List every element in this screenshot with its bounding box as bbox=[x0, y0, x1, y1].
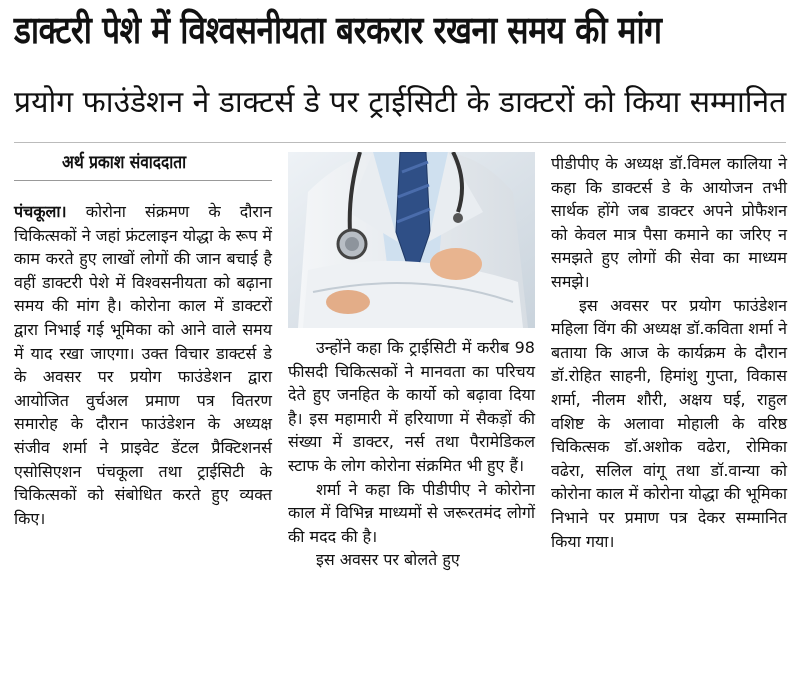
article-column-1 bbox=[14, 200, 272, 530]
article-paragraph: इस अवसर पर प्रयोग फाउंडेशन महिला विंग की अध्यक्ष डॉ.कविता शर्मा ने बताया कि आज के कार्यक्रम के दौरान डॉ.रोहित साहनी, हिमांशु गुप्ता, विकास शर्मा, नीलम शौरी, अक्षय घई, राहुल वशिष्ट के अलावा मोहाली के वरिष्ठ चिकित्सक डॉ.अशोक वढेरा, रोमिका वढेरा, सलिल वांगू तथा डॉ.वान्या को कोरोना काल में कोरोना योद्धा की भूमिका निभाने पर प्रमाण पत्र देकर सम्मानित किया गया। bbox=[551, 295, 787, 551]
article-column-2 bbox=[288, 336, 535, 572]
headline-divider bbox=[14, 142, 786, 143]
article-paragraph bbox=[14, 200, 272, 530]
dateline: पंचकूला। bbox=[14, 202, 67, 221]
doctor-stethoscope-icon bbox=[288, 152, 535, 328]
article-column-3 bbox=[551, 152, 787, 553]
paragraph-text: कोरोना संक्रमण के दौरान चिकित्सकों ने जहां फ्रंटलाइन योद्धा के रूप में काम करते हुए लाखों लोगों की जान बचाई है वहीं डाक्टरी पेशे में विश्वसनीयता को बढ़ाना समय की मांग है। कोरोना काल में डाक्टरों द्वारा निभाई गई भूमिका को आने वाले समय में याद रखा जाएगा। उक्त विचार डाक्टर्स डे के अवसर पर प्रयोग फाउंडेशन द्वारा आयोजित वुर्चअल प्रमाण पत्र वितरण समारोह के दौरान फाउंडेशन के अध्यक्ष संजीव शर्मा ने प्राइवेट डेंटल प्रैक्टिशनर्स एसोसिएशन पंचकूला तथा ट्राईसिटी के चिकित्सकों को संबोधित करते हुए व्यक्त किए। bbox=[14, 202, 273, 528]
article-paragraph: इस अवसर पर बोलते हुए bbox=[316, 550, 460, 570]
article-paragraph: पीडीपीए के अध्यक्ष डॉ.विमल कालिया ने कहा कि डाक्टर्स डे के आयोजन तभी सार्थक होंगे जब डाक्टर अपने प्रोफैशन को केवल मात्र पैसा कमाने का जरिए न समझते हुए लोगों की सेवा का माध्यम समझे। bbox=[551, 154, 787, 291]
subheadline: प्रयोग फाउंडेशन ने डाक्टर्स डे पर ट्राईसिटी के डाक्टरों को किया सम्मानित bbox=[14, 85, 787, 120]
headline: डाक्टरी पेशे में विश्वसनीयता बरकरार रखना समय की मांग bbox=[14, 8, 662, 52]
doctor-photo bbox=[288, 152, 535, 328]
byline-divider bbox=[14, 180, 272, 181]
article-paragraph: शर्मा ने कहा कि पीडीपीए ने कोरोना काल में विभिन्न माध्यमों से जरूरतमंद लोगों की मदद की है। bbox=[288, 479, 535, 546]
article-paragraph: उन्होंने कहा कि ट्राईसिटी में करीब 98 फीसदी चिकित्सकों ने मानवता का परिचय देते हुए जनहित के कार्यो को बढ़ावा दिया है। इस महामारी में हरियाणा में सैकड़ों की संख्या में डाक्टर, नर्स तथा पैरामेडिकल स्टाफ के लोग कोरोना संक्रमित भी हुए हैं। bbox=[288, 338, 535, 475]
byline: अर्थ प्रकाश संवाददाता bbox=[62, 152, 187, 173]
